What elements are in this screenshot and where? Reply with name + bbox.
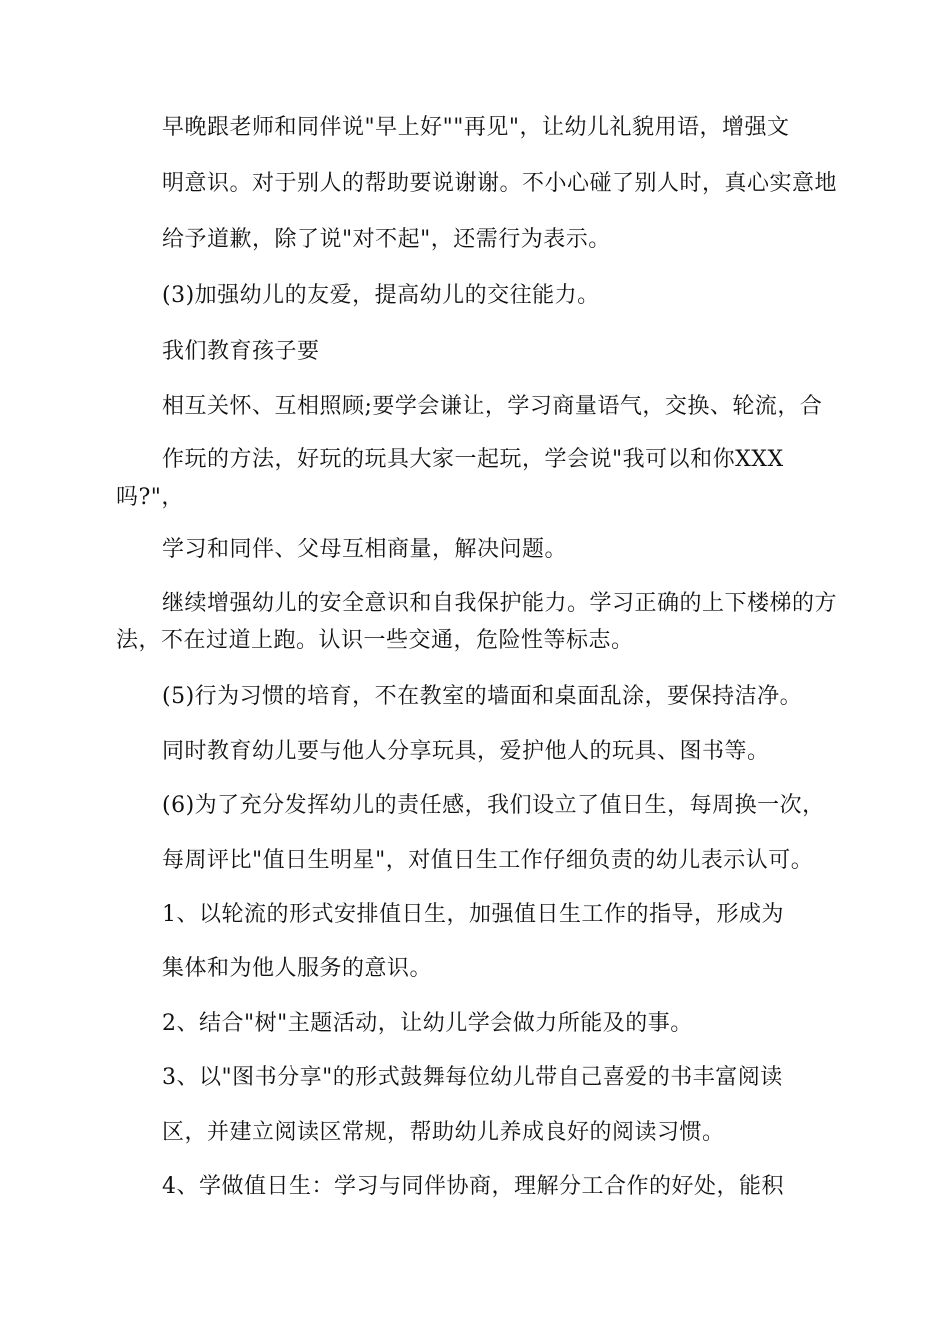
paragraph-line: 4、学做值日生：学习与同伴协商，理解分工合作的好处，能积	[162, 1174, 784, 1199]
paragraph-line: 2、结合"树"主题活动，让幼儿学会做力所能及的事。	[162, 1011, 693, 1036]
paragraph-line: 早晚跟老师和同伴说"早上好""再见"，让幼儿礼貌用语，增强文	[162, 115, 790, 140]
paragraph-line: 集体和为他人服务的意识。	[162, 956, 433, 981]
paragraph-line: 明意识。对于别人的帮助要说谢谢。不小心碰了别人时，真心实意地	[162, 171, 838, 196]
paragraph-line: 3、以"图书分享"的形式鼓舞每位幼儿带自己喜爱的书丰富阅读	[162, 1065, 783, 1090]
paragraph-line: (3)加强幼儿的友爱，提高幼儿的交往能力。	[162, 283, 600, 308]
paragraph-line: 吗?"，	[116, 485, 184, 510]
paragraph-line: 法，不在过道上跑。认识一些交通，危险性等标志。	[116, 628, 634, 653]
paragraph-line: 1、以轮流的形式安排值日生，加强值日生工作的指导，形成为	[162, 902, 784, 927]
paragraph-line: 作玩的方法，好玩的玩具大家一起玩，学会说"我可以和你XXX	[162, 447, 784, 472]
paragraph-line: (5)行为习惯的培育，不在教室的墙面和桌面乱涂，要保持洁净。	[162, 684, 803, 709]
paragraph-line: 区，并建立阅读区常规，帮助幼儿养成良好的阅读习惯。	[162, 1120, 725, 1145]
paragraph-line: 每周评比"值日生明星"，对值日生工作仔细负责的幼儿表示认可。	[162, 848, 814, 873]
paragraph-line: (6)为了充分发挥幼儿的责任感，我们设立了值日生，每周换一次，	[162, 793, 825, 818]
paragraph-line: 相互关怀、互相照顾;要学会谦让，学习商量语气，交换、轮流，合	[162, 394, 823, 419]
paragraph-line: 我们教育孩子要	[162, 339, 320, 364]
paragraph-line: 继续增强幼儿的安全意识和自我保护能力。学习正确的上下楼梯的方	[162, 591, 838, 616]
paragraph-line: 学习和同伴、父母互相商量，解决问题。	[162, 537, 568, 562]
paragraph-line: 同时教育幼儿要与他人分享玩具，爱护他人的玩具、图书等。	[162, 739, 770, 764]
paragraph-line: 给予道歉，除了说"对不起"，还需行为表示。	[162, 227, 611, 252]
